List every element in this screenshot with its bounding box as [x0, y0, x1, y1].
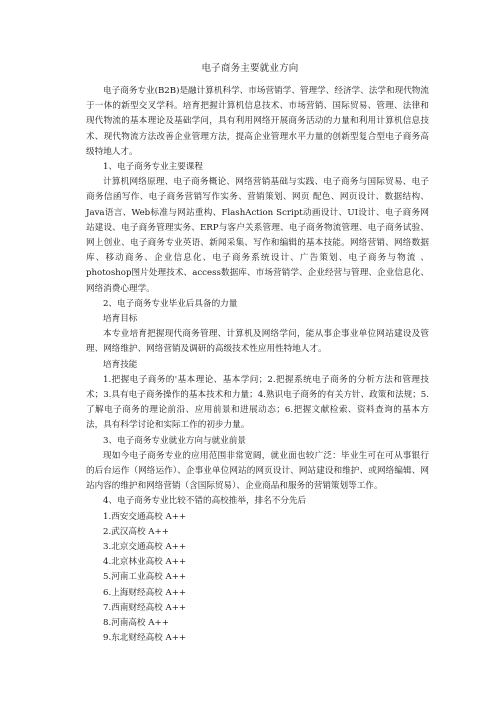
university-list	[86, 510, 429, 647]
list-item: 7.西南财经高校 A++	[103, 602, 187, 613]
training-goal-label: 培育目标	[103, 314, 138, 325]
list-item: 2.武汉高校 A++	[103, 526, 169, 537]
section-heading-courses: 1、电子商务专业主要课程	[103, 162, 203, 173]
section-heading-universities: 4、电子商务专业比较不错的高校推举，排名不分先后	[103, 496, 307, 507]
list-item: 8.河南高校 A++	[103, 618, 169, 628]
page-title: 电子商务主要就业方向	[201, 63, 299, 74]
list-item: 4.北京林业高校 A++	[103, 557, 187, 568]
intro-paragraph: 电子商务专业(B2B)是融计算机科学、市场营销学、管理学、经济学、法学和现代物流于一体的新型交叉学科。培育把握计算机信息技术、市场营销、国际贸易、管理、法律和现代物流的基本理论及基础学问，具有利用网络开展商务活动的力量和利用计算机信息技术、现代物流方法改善企业管理方法，提高企业管理水平力量的创新型复合型电子商务高级特地人才。	[86, 86, 429, 157]
section-heading-abilities: 2、电子商务专业毕业后具备的力量	[103, 298, 238, 309]
list-item: 9.东北财经高校 A++	[103, 633, 187, 644]
employment-paragraph: 现如今电子商务专业的应用范围非常宽阔，就业面也较广泛：毕业生可在可从事银行的后台运作（网络运作）、企事业单位网站的网页设计、网站建设和维护、或网络编辑、网站内容的维护和网络营销（含国际贸易）、企业商品和服务的营销策划等工作。	[86, 450, 429, 492]
training-skills-label: 培育技能	[103, 359, 138, 370]
list-item: 3.北京交通高校 A++	[103, 542, 187, 553]
document-body	[86, 84, 429, 646]
training-skills-paragraph: 1.把握电子商务的'基本理论、基本学问；2.把握系统电子商务的分析方法和管理技术；3.具有电子商务操作的基本技术和力量；4.熟识电子商务的有关方针、政策和法规；5.了解电子商务的理论前沿、应用前景和进展动态；6.把握文献检索、资料查询的基本方法，具有科学讨论和实际工作的初步力量。	[86, 374, 429, 431]
list-item: 5.河南工业高校 A++	[103, 572, 187, 583]
training-goal-paragraph: 本专业培育把握现代商务管理、计算机及网络学问，能从事企事业单位网站建设及管理、网络维护、网络营销及调研的高级技术性应用性特地人才。	[86, 329, 429, 355]
courses-paragraph: 计算机网络原理、电子商务概论、网络营销基础与实践、电子商务与国际贸易、电子商务信函写作、电子商务营销写作实务、营销策划、网页 配色、网页设计、数据结构、Java语言、Web标准与网站重构、FlashAction Script动画设计、UI设计、电子商务网站建设、电子商务管理实务、ERP与客户关系管理、电子商务物流管理、电子商务试验、网上创业、电子商务专业英语、新闻采集、写作和编辑的基本技能。网络营销、网络数据库、移动商务、企业信息化、电子商务系统设计、广告策划、电子商务与物流 、photoshop图片处理技术、access数据库、市场营销学、企业经营与管理、企业信息化、网络消费心理学。	[86, 177, 429, 294]
list-item: 1.西安交通高校 A++	[103, 511, 187, 522]
list-item: 6.上海财经高校 A++	[103, 587, 187, 598]
section-heading-employment: 3、电子商务专业就业方向与就业前景	[103, 435, 246, 446]
